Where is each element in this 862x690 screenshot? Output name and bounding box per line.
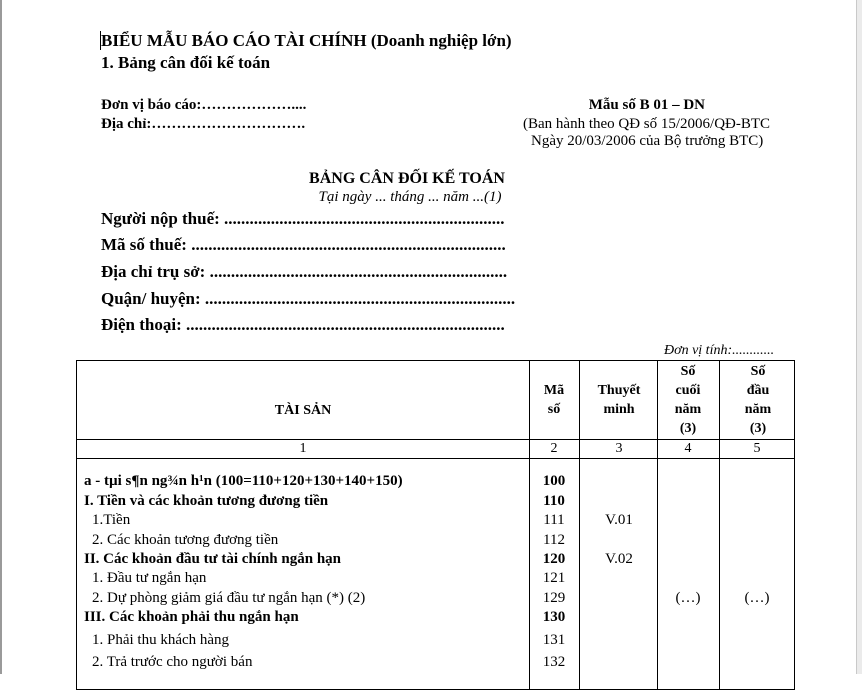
row-year-end-value: (…) [675, 590, 701, 606]
document-subtitle: 1. Bảng cân đối kế toán [101, 53, 271, 72]
row-label: II. Các khoản đầu tư tài chính ngắn hạn [84, 551, 342, 567]
tax-code-field: Mã số thuế: .......................................................................... [101, 235, 506, 254]
taxpayer-name-field: Người nộp thuế: .................................................................. [101, 209, 505, 228]
row-label: 1. Đầu tư ngắn hạn [92, 570, 207, 586]
balance-sheet-table [76, 360, 795, 690]
header-code: Mã số [543, 383, 565, 417]
calculation-unit: Đơn vị tính:............ [664, 343, 775, 358]
col-number-4: 4 [684, 441, 692, 456]
form-number: Mẫu số B 01 – DN [588, 97, 705, 113]
row-code: 132 [542, 654, 566, 670]
reporting-unit-label: Đơn vị báo cáo:……………….... [101, 97, 307, 113]
row-code: 131 [542, 632, 566, 648]
row-note: V.02 [605, 551, 633, 567]
col-number-3: 3 [615, 441, 623, 456]
row-code: 110 [543, 493, 565, 509]
header-note: Thuyết minh [597, 383, 641, 417]
sheet-title: BẢNG CÂN ĐỐI KẾ TOÁN [309, 170, 505, 187]
district-field: Quận/ huyện: ......................................................................... [101, 289, 516, 308]
col-number-5: 5 [753, 441, 761, 456]
issued-line-1: (Ban hành theo QĐ số 15/2006/QĐ-BTC [523, 116, 771, 132]
row-note: V.01 [605, 512, 633, 528]
row-label: 1.Tiền [92, 512, 131, 528]
row-code: 121 [542, 570, 566, 586]
phone-field: Điện thoại: ........................................................................... [101, 315, 505, 334]
document-title: BIỂU MẪU BÁO CÁO TÀI CHÍNH (Doanh nghiệp lớn) [101, 31, 512, 50]
left-margin-border [0, 0, 2, 674]
row-year-begin-value: (…) [744, 590, 770, 606]
row-label: a - tµi s¶n ng¾n h¹n (100=110+120+130+140+150) [84, 473, 403, 489]
col-number-2: 2 [550, 441, 558, 456]
header-year-end: Số cuối năm (3) [674, 364, 702, 436]
col-number-1: 1 [299, 441, 307, 456]
header-assets: TÀI SẢN [274, 403, 332, 418]
issued-line-2: Ngày 20/03/2006 của Bộ trưởng BTC) [531, 133, 764, 149]
head-office-address-field: Địa chỉ trụ sở: ...................................................................... [101, 262, 508, 281]
row-code: 100 [542, 473, 566, 489]
header-year-begin: Số đầu năm (3) [744, 364, 772, 436]
row-label: 2. Các khoản tương đương tiền [92, 532, 279, 548]
row-label: 2. Dự phòng giảm giá đầu tư ngắn hạn (*) (2) [92, 590, 366, 606]
row-code: 111 [543, 512, 565, 528]
row-label: 2. Trả trước cho người bán [92, 654, 253, 670]
row-code: 130 [542, 609, 566, 625]
sheet-date-line: Tại ngày ... tháng ... năm ...(1) [318, 189, 502, 205]
row-label: I. Tiền và các khoản tương đương tiền [84, 493, 329, 509]
row-code: 129 [542, 590, 566, 606]
address-label: Địa chỉ:…………………………. [101, 116, 306, 132]
row-label: 1. Phải thu khách hàng [92, 632, 230, 648]
row-code: 120 [542, 551, 566, 567]
row-label: III. Các khoản phải thu ngắn hạn [84, 609, 299, 625]
vertical-scrollbar[interactable] [856, 0, 862, 674]
row-code: 112 [543, 532, 565, 548]
